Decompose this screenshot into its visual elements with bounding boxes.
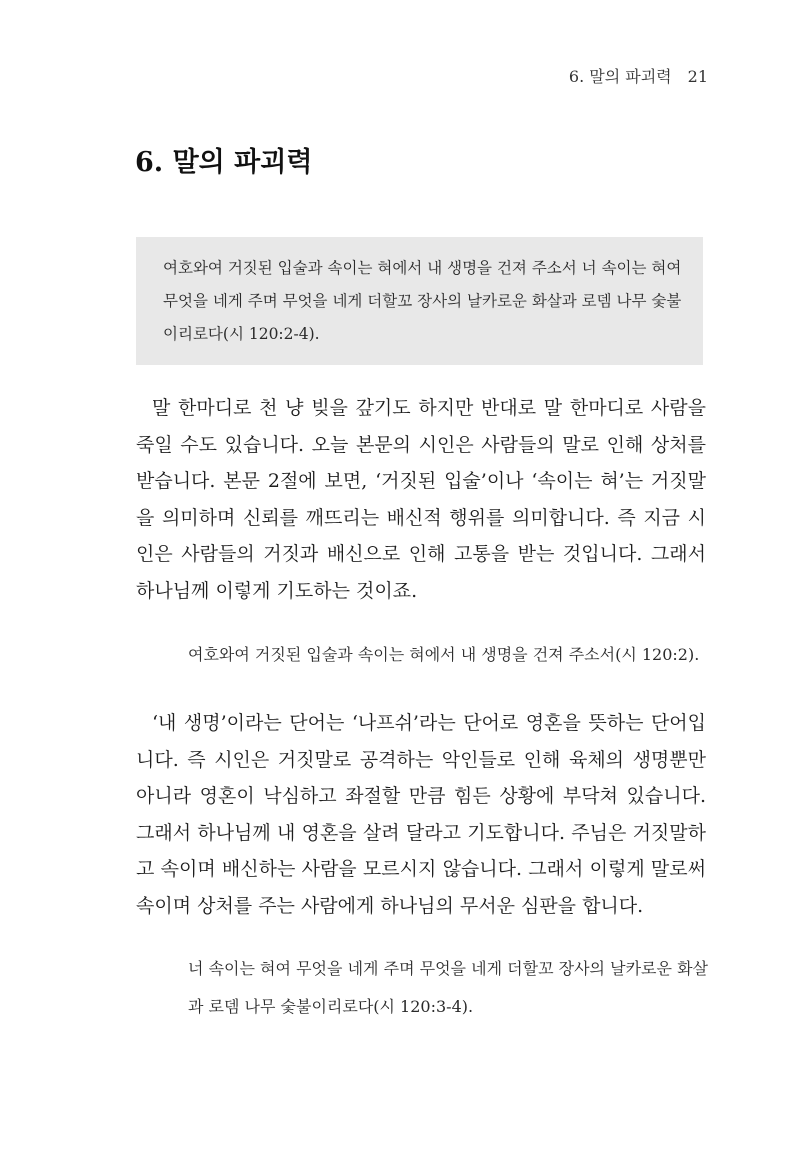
body-paragraph-1 [136, 390, 706, 609]
running-header [569, 64, 708, 87]
body-paragraph-2 [136, 705, 706, 924]
page-number: 21 [687, 67, 708, 86]
body-paragraph-1-text: 말 한마디로 천 냥 빚을 갚기도 하지만 반대로 말 한마디로 사람을 죽일 수도 있습니다. 오늘 본문의 시인은 사람들의 말로 인해 상처를 받습니다. 본문 2절에 보면, ‘거짓된 입술’이나 ‘속이는 혀’는 거짓말을 의미하며 신뢰를 깨뜨리는 배신적 행위를 의미합니다. 즉 지금 시인은 사람들의 거짓과 배신으로 인해 고통을 받는 것입니다. 그래서 하나님께 이렇게 기도하는 것이죠. [136, 397, 706, 602]
chapter-title: 6. 말의 파괴력 [135, 147, 313, 178]
body-paragraph-2-text: ‘내 생명’이라는 단어는 ‘나프쉬’라는 단어로 영혼을 뜻하는 단어입니다. 즉 시인은 거짓말로 공격하는 악인들로 인해 육체의 생명뿐만 아니라 영혼이 낙심하고 좌절할 만큼 힘든 상황에 부닥쳐 있습니다. 그래서 하나님께 내 영혼을 살려 달라고 기도합니다. 주님은 거짓말하고 속이며 배신하는 사람을 모르시지 않습니다. 그래서 이렇게 말로써 속이며 상처를 주는 사람에게 하나님의 무서운 심판을 합니다. [136, 712, 706, 917]
scripture-quote-2: 너 속이는 혀여 무엇을 네게 주며 무엇을 네게 더할꼬 장사의 날카로운 화살과 로뎀 나무 숯불이리로다(시 120:3-4). [188, 959, 708, 1016]
epigraph-box [136, 237, 703, 365]
scripture-quote-1: 여호와여 거짓된 입술과 속이는 혀에서 내 생명을 건져 주소서(시 120:2). [188, 645, 700, 664]
epigraph-text: 여호와여 거짓된 입술과 속이는 혀에서 내 생명을 건져 주소서 너 속이는 혀여 무엇을 네게 주며 무엇을 네게 더할꼬 장사의 날카로운 화살과 로뎀 나무 숯불이리로다(시 120:2-4). [163, 259, 682, 343]
header-section-title: 6. 말의 파괴력 [568, 67, 672, 86]
